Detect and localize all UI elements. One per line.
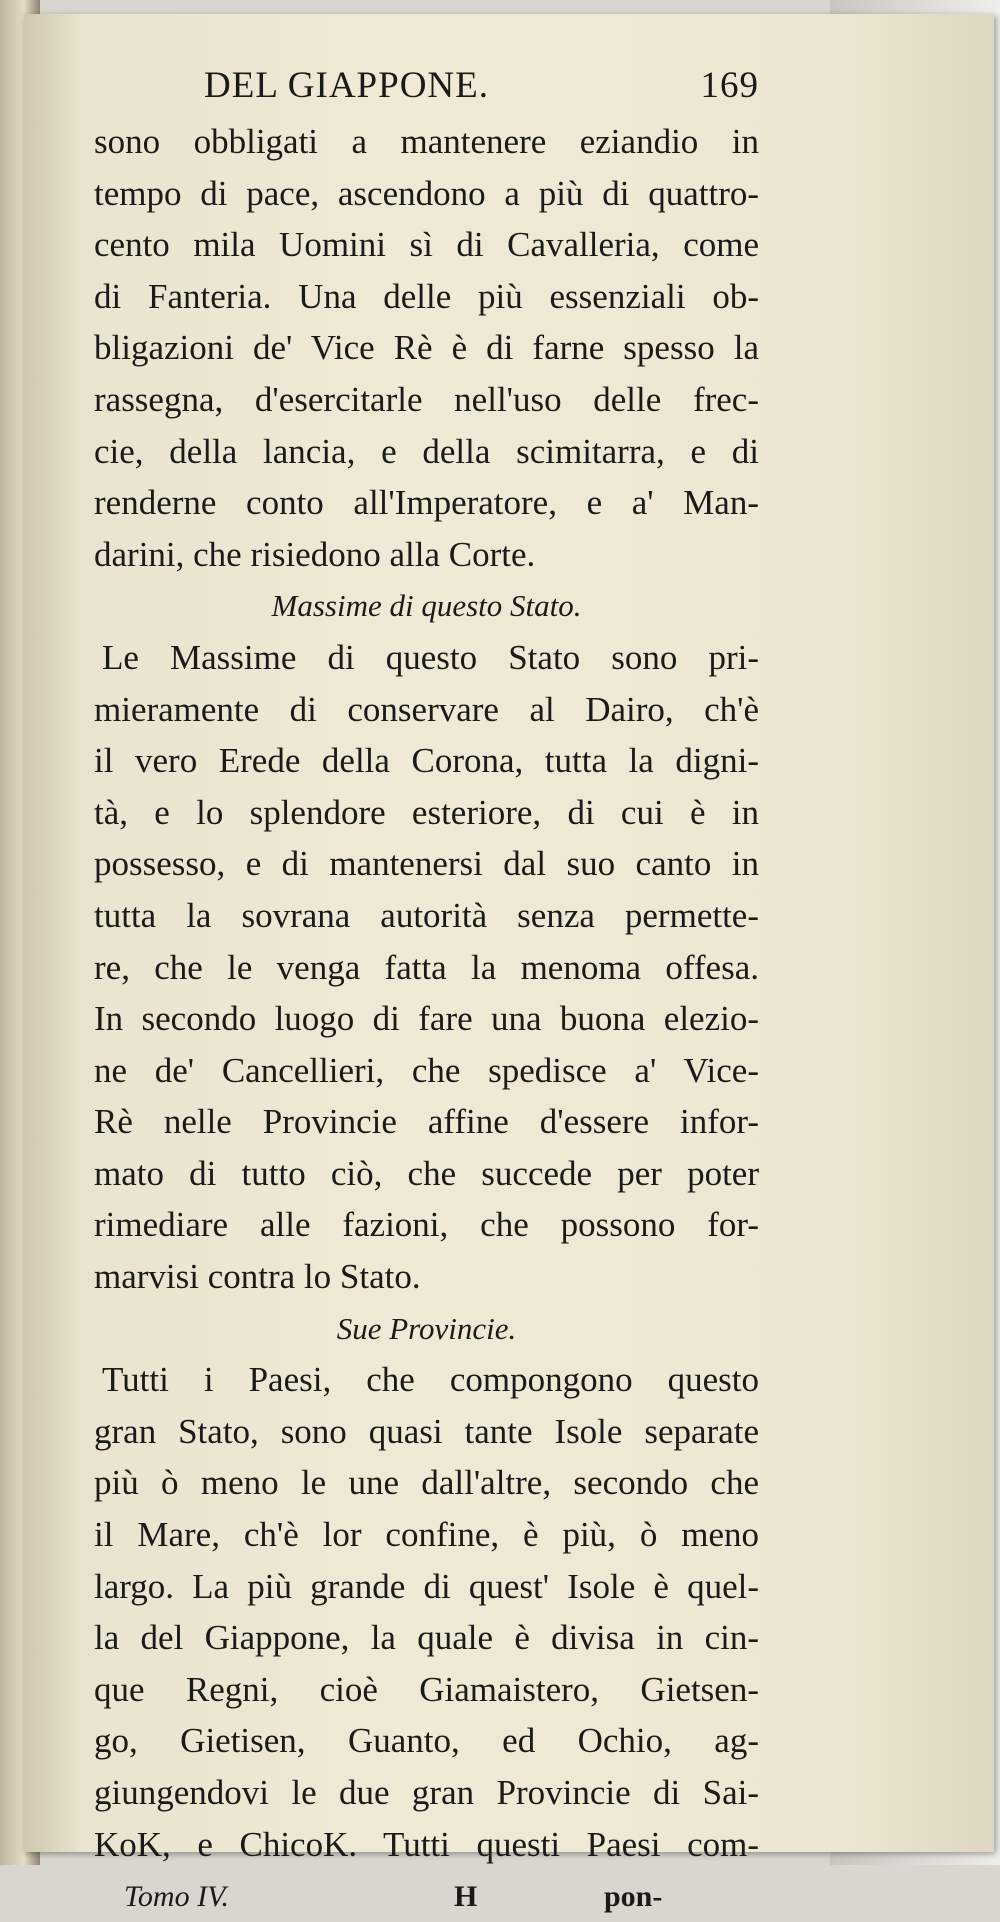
page-number: 169 xyxy=(700,65,759,106)
text-line: più ò meno le une dall'altre, secondo che xyxy=(94,1463,759,1503)
text-line: di Fanteria. Una delle più essenziali ob- xyxy=(94,276,759,316)
text-line: il vero Erede della Corona, tutta la digni- xyxy=(94,741,759,781)
catchword: pon- xyxy=(604,1880,663,1914)
text-line: rimediare alle fazioni, che possono for- xyxy=(94,1205,759,1245)
text-line: sono obbligati a mantenere eziandio in xyxy=(94,122,759,161)
text-line: Le Massime di questo Stato sono pri- xyxy=(102,637,759,677)
section-heading: Sue Provincie. xyxy=(336,1310,517,1346)
paragraph-provincie xyxy=(94,1354,759,1870)
page-footer xyxy=(94,1872,759,1922)
text-line: rassegna, d'esercitarle nell'uso delle frec- xyxy=(94,379,759,419)
text-line: cento mila Uomini sì di Cavalleria, come xyxy=(94,225,759,265)
text-line: tutta la sovrana autorità senza permette- xyxy=(94,895,759,935)
text-line: possesso, e di mantenersi dal suo canto in xyxy=(94,844,759,884)
text-line: darini, che risiedono alla Corte. xyxy=(94,534,536,574)
text-line: largo. La più grande di quest' Isole è quel- xyxy=(94,1566,759,1606)
text-line: mieramente di conservare al Dairo, ch'è xyxy=(94,689,759,729)
text-line: ne de' Cancellieri, che spedisce a' Vice- xyxy=(94,1050,759,1090)
text-line: go, Gietisen, Guanto, ed Ochio, ag- xyxy=(94,1721,759,1761)
text-line: KoK, e ChicoK. Tutti questi Paesi com- xyxy=(94,1824,759,1864)
signature-mark: H xyxy=(454,1880,478,1914)
volume-label: Tomo IV. xyxy=(124,1880,230,1914)
text-line: bligazioni de' Vice Rè è di farne spesso la xyxy=(94,328,759,368)
text-line: giungendovi le due gran Provincie di Sai- xyxy=(94,1773,759,1812)
text-line: In secondo luogo di fare una buona elezio- xyxy=(94,999,759,1039)
text-line: il Mare, ch'è lor confine, è più, ò meno xyxy=(94,1515,759,1555)
text-line: re, che le venga fatta la menoma offesa. xyxy=(94,947,759,987)
text-line: Tutti i Paesi, che compongono questo xyxy=(102,1360,759,1400)
text-line: renderne conto all'Imperatore, e a' Man- xyxy=(94,483,759,523)
paragraph-massime xyxy=(94,632,759,1303)
text-line: tà, e lo splendore esteriore, di cui è in xyxy=(94,792,759,832)
page-text xyxy=(94,64,759,1922)
paragraph-intro xyxy=(94,116,759,580)
text-line: cie, della lancia, e della scimitarra, e di xyxy=(94,431,759,471)
text-line: marvisi contra lo Stato. xyxy=(94,1257,421,1297)
text-line: que Regni, cioè Giamaistero, Gietsen- xyxy=(94,1669,759,1709)
running-head xyxy=(94,64,759,116)
text-line: Rè nelle Provincie affine d'essere infor- xyxy=(94,1102,759,1142)
text-line: la del Giappone, la quale è divisa in cin- xyxy=(94,1618,759,1658)
text-line: mato di tutto ciò, che succede per poter xyxy=(94,1153,759,1193)
running-head-title: DEL GIAPPONE. xyxy=(204,65,490,106)
text-line: gran Stato, sono quasi tante Isole separate xyxy=(94,1411,759,1451)
section-heading: Massime di questo Stato. xyxy=(271,588,582,624)
text-line: tempo di pace, ascendono a più di quattro- xyxy=(94,173,759,213)
book-page xyxy=(24,14,994,1914)
